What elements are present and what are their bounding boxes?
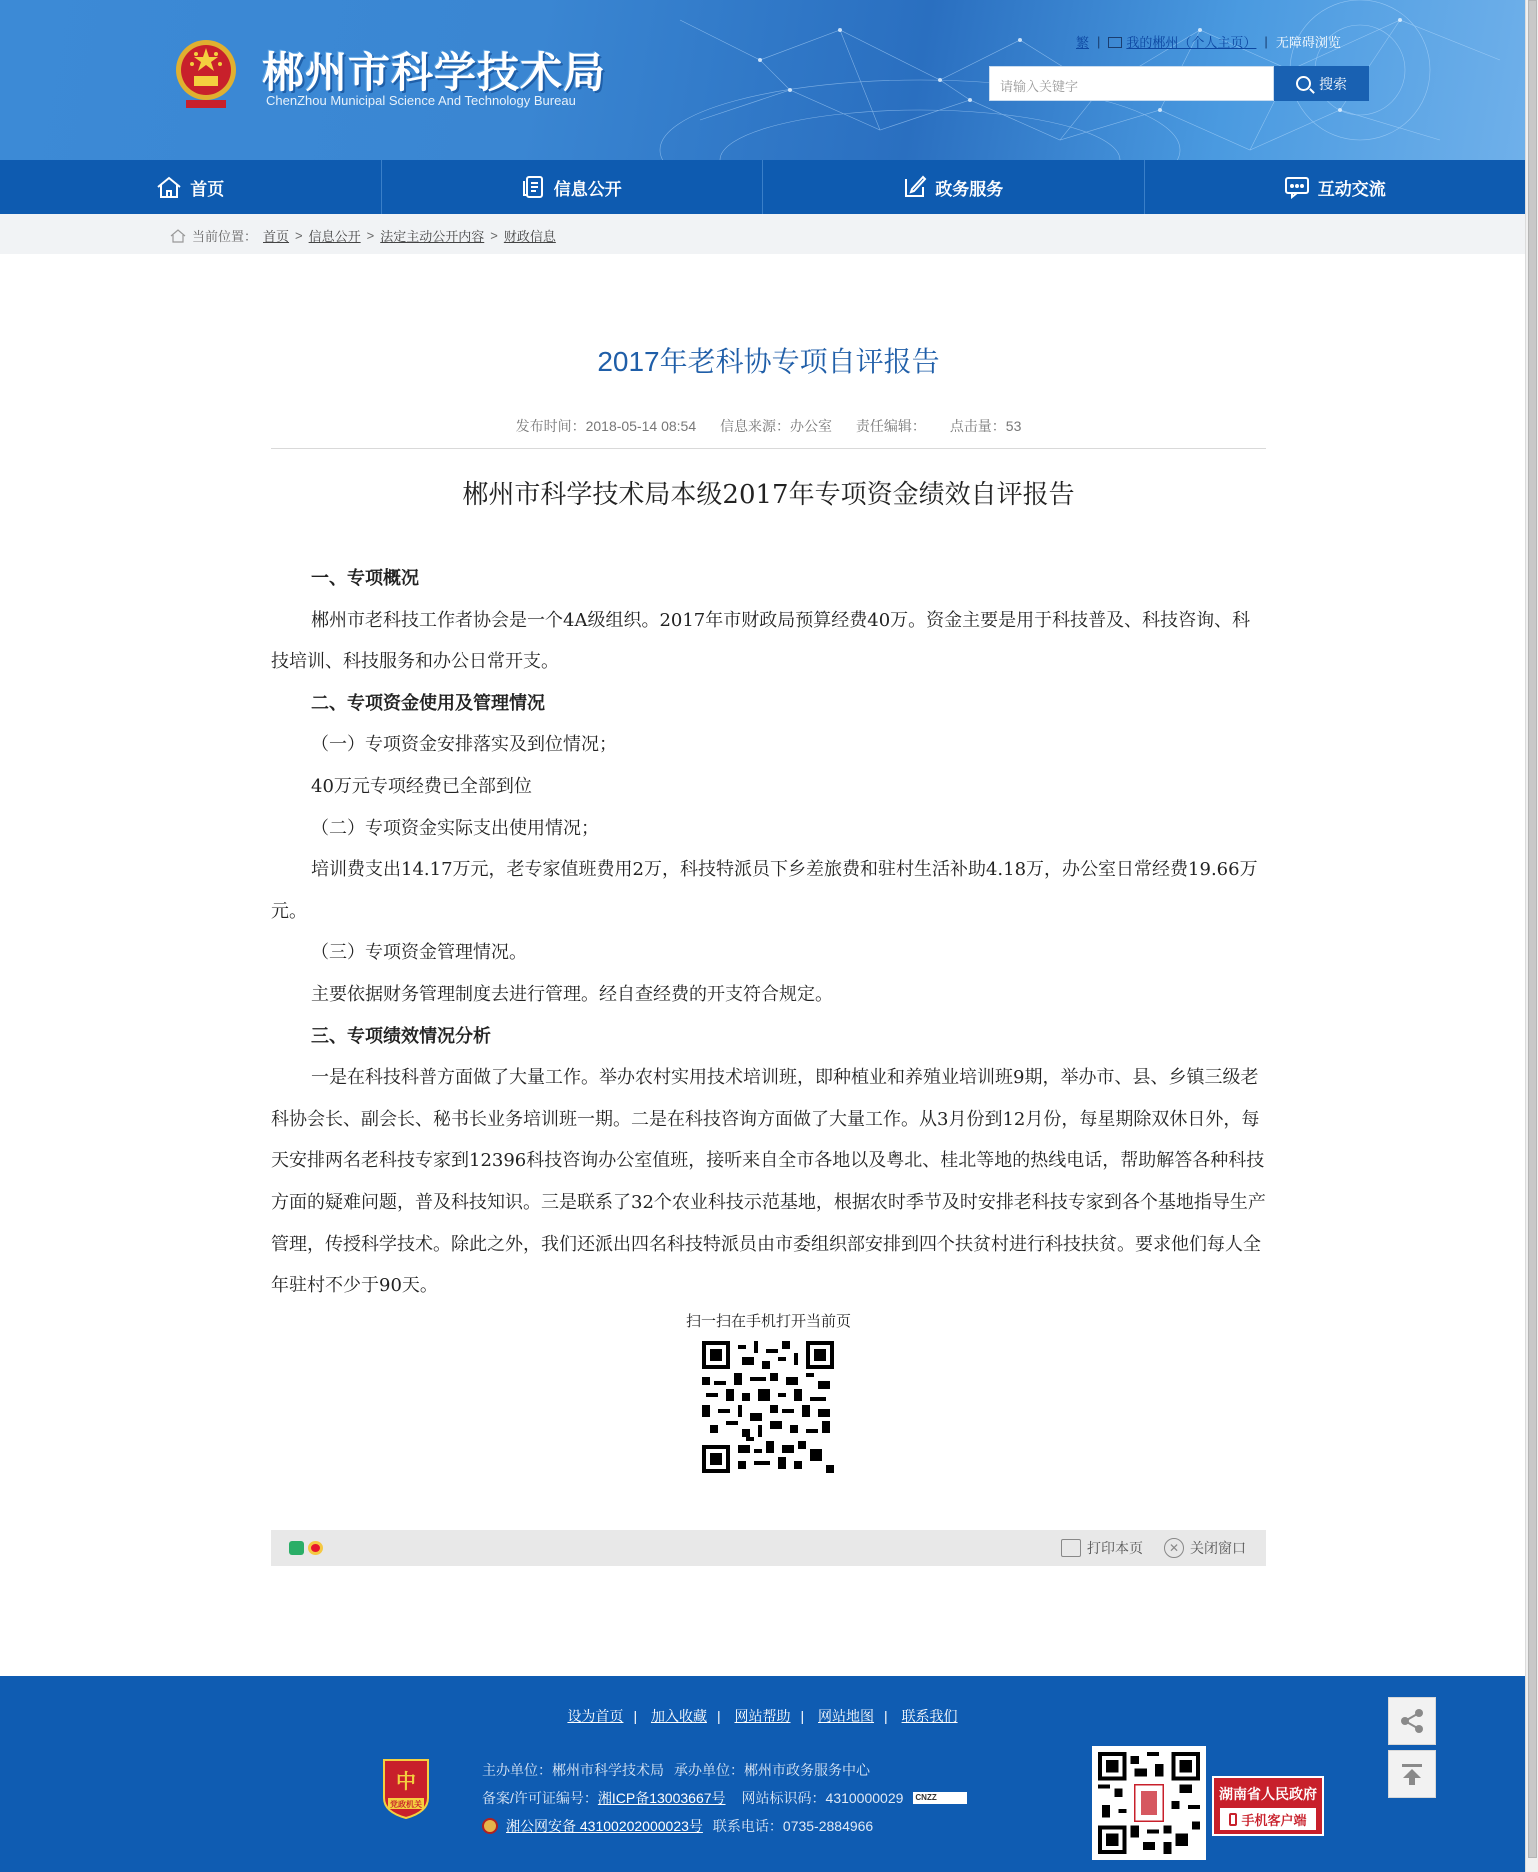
app-badge-subtitle-box (1220, 1808, 1316, 1830)
chat-icon (1284, 175, 1310, 199)
site-id: 网站标识码：4310000029 (741, 1790, 904, 1806)
click-count: 点击量：53 (949, 418, 1022, 434)
qr-code-icon (1098, 1752, 1200, 1854)
arrow-up-icon (1399, 1761, 1425, 1787)
wechat-icon[interactable] (289, 1541, 304, 1555)
sponsor: 主办单位：郴州市科学技术局 (482, 1762, 664, 1778)
page-scrollbar[interactable] (1525, 0, 1538, 1872)
qr-scan-label: 扫一扫在手机打开当前页 (685, 1313, 851, 1330)
site-header (0, 0, 1525, 160)
paragraph: （一）专项资金安排落实及到位情况； (311, 734, 617, 756)
home-icon (156, 175, 182, 199)
share-icon (1399, 1708, 1425, 1734)
publish-time: 发布时间：2018-05-14 08:54 (515, 418, 697, 434)
section-heading: 二、专项资金使用及管理情况 (311, 692, 545, 714)
paragraph: （二）专项资金实际支出使用情况； (311, 817, 599, 839)
monitor-icon (1108, 37, 1122, 48)
breadcrumb (170, 226, 556, 245)
breadcrumb-item-home[interactable]: 首页 (263, 229, 290, 244)
share-icons (289, 1541, 323, 1555)
footer-link-sitemap[interactable]: 网站地图 (818, 1708, 875, 1724)
icp-link[interactable]: 湘ICP备13003667号 (597, 1790, 726, 1806)
cnzz-stats-icon[interactable] (913, 1792, 967, 1804)
editor: 责任编辑： (855, 418, 926, 434)
print-button[interactable] (1061, 1538, 1143, 1558)
app-badge-subtitle: 手机客户端 (1241, 1812, 1307, 1828)
info-source: 信息来源：办公室 (720, 418, 833, 434)
site-title: 郴州市科学技术局 (262, 48, 607, 97)
main-nav (0, 160, 1525, 214)
section-heading: 三、专项绩效情况分析 (311, 1025, 491, 1047)
separator: | (716, 1708, 721, 1724)
paragraph: 郴州市老科技工作者协会是一个4A级组织。2017年市财政局预算经费40万。资金主要是用于科技普及、科技咨询、科技培训、科技服务和办公日常开支。 (271, 609, 1251, 673)
section-heading: 一、专项概况 (311, 568, 419, 589)
home-icon (170, 229, 186, 243)
article-title: 2017年老科协专项自评报告 (597, 346, 940, 377)
page-qr-code (702, 1340, 834, 1474)
organizer: 承办单位：郴州市政务服务中心 (674, 1762, 870, 1778)
top-links (1076, 32, 1341, 51)
breadcrumb-item-info[interactable]: 信息公开 (308, 229, 361, 244)
nav-item-label: 互动交流 (1317, 179, 1386, 199)
nav-item-label: 首页 (190, 179, 225, 199)
footer-link-add-favorite[interactable]: 加入收藏 (650, 1708, 707, 1724)
floating-share-button[interactable] (1388, 1697, 1436, 1745)
traditional-chinese-link[interactable]: 繁 (1076, 35, 1090, 50)
police-record-link[interactable]: 湘公网安备 43100202000023号 (506, 1818, 703, 1834)
footer-link-help[interactable]: 网站帮助 (734, 1708, 791, 1724)
breadcrumb-prefix: 当前位置： (192, 229, 258, 244)
site-subtitle: ChenZhou Municipal Science And Technology Bureau (266, 93, 576, 108)
paragraph: （三）专项资金管理情况。 (311, 942, 527, 964)
document-heading: 郴州市科学技术局本级2017年专项资金绩效自评报告 (462, 480, 1075, 510)
nav-item-gov-services[interactable] (763, 160, 1145, 214)
breadcrumb-separator: > (295, 228, 303, 243)
article-meta (271, 416, 1266, 436)
weibo-icon[interactable] (308, 1541, 323, 1555)
breadcrumb-separator: > (490, 228, 498, 243)
party-gov-badge-icon[interactable] (380, 1758, 432, 1820)
party-badge-text: 党政机关 (390, 1800, 422, 1809)
my-chenzhou-link[interactable]: 我的郴州（个人主页） (1126, 35, 1257, 50)
search-input[interactable]: 请输入关键字 (989, 66, 1274, 101)
svg-text:中: 中 (396, 1769, 416, 1793)
footer-info (482, 1756, 967, 1840)
site-footer (0, 1676, 1525, 1872)
breadcrumb-separator: > (366, 228, 375, 243)
police-badge-icon (482, 1818, 498, 1834)
footer-links (0, 1706, 1525, 1726)
paragraph: 一是在科技科普方面做了大量工作。举办农村实用技术培训班，即种植业和养殖业培训班9期，举办市、县、乡镇三级老科协会长、副会长、秘书长业务培训班一期。二是在科技咨询方面做了大量工作。从3月份到12月份，每星期除双休日外，每天安排两名老科技专家到12396科技咨询办公室值班，接听来自全市各地以及粤北、桂北等地的热线电话，帮助解答各种科技方面的疑难问题，普及科技知识。三是联系了32个农业科技示范基地，根据农时季节及时安排老科技专家到各个基地指导生产管理，传授科学技术。除此之外，我们还派出四名科技特派员由市委组织部安排到四个扶贫村进行科技扶贫。要求他们每人全年驻村不少于90天。 (271, 1067, 1266, 1297)
nav-item-home[interactable] (0, 160, 382, 214)
close-icon: ✕ (1164, 1538, 1184, 1558)
divider (271, 448, 1266, 449)
nav-item-label: 政务服务 (935, 179, 1004, 199)
mobile-phone-icon (1229, 1813, 1237, 1826)
breadcrumb-item-statutory[interactable]: 法定主动公开内容 (380, 229, 485, 244)
article-body (271, 558, 1266, 1307)
separator: | (1264, 34, 1268, 49)
separator: | (633, 1708, 638, 1724)
search-button[interactable] (1274, 66, 1369, 101)
national-emblem-icon (174, 34, 238, 114)
share-toolbar (271, 1530, 1266, 1566)
close-window-button[interactable] (1164, 1538, 1246, 1558)
printer-icon (1061, 1539, 1081, 1557)
paragraph: 主要依据财务管理制度去进行管理。经自查经费的开支符合规定。 (311, 983, 833, 1005)
footer-link-set-homepage[interactable]: 设为首页 (567, 1708, 624, 1724)
back-to-top-button[interactable] (1388, 1750, 1436, 1798)
print-label: 打印本页 (1087, 1540, 1143, 1556)
footer-qr-code (1092, 1746, 1206, 1860)
document-icon (522, 175, 546, 199)
scrollbar-thumb[interactable] (1528, 0, 1537, 1858)
breadcrumb-bar (0, 214, 1525, 254)
icp-prefix: 备案/许可证编号： (482, 1790, 598, 1806)
footer-link-contact[interactable]: 联系我们 (901, 1708, 958, 1724)
paragraph: 培训费支出14.17万元，老专家值班费用2万，科技特派员下乡差旅费和驻村生活补助4.18万，办公室日常经费19.66万元。 (271, 859, 1258, 922)
breadcrumb-item-finance[interactable]: 财政信息 (503, 229, 556, 244)
separator: | (800, 1708, 805, 1724)
search-button-label: 搜索 (1319, 75, 1347, 92)
separator: | (1097, 34, 1101, 49)
nav-item-label: 信息公开 (553, 179, 622, 199)
paragraph: 40万元专项经费已全部到位 (311, 775, 532, 797)
close-label: 关闭窗口 (1190, 1540, 1246, 1556)
accessibility-link[interactable]: 无障碍浏览 (1275, 35, 1341, 50)
separator: | (884, 1708, 888, 1724)
search-icon (1296, 76, 1311, 91)
app-badge-title: 湖南省人民政府 (1219, 1786, 1317, 1802)
nav-item-info-disclosure[interactable] (382, 160, 764, 214)
hunan-gov-app-badge[interactable] (1212, 1776, 1324, 1836)
phone: 联系电话：0735-2884966 (712, 1818, 874, 1834)
edit-icon (903, 175, 927, 199)
nav-item-interaction[interactable] (1145, 160, 1526, 214)
